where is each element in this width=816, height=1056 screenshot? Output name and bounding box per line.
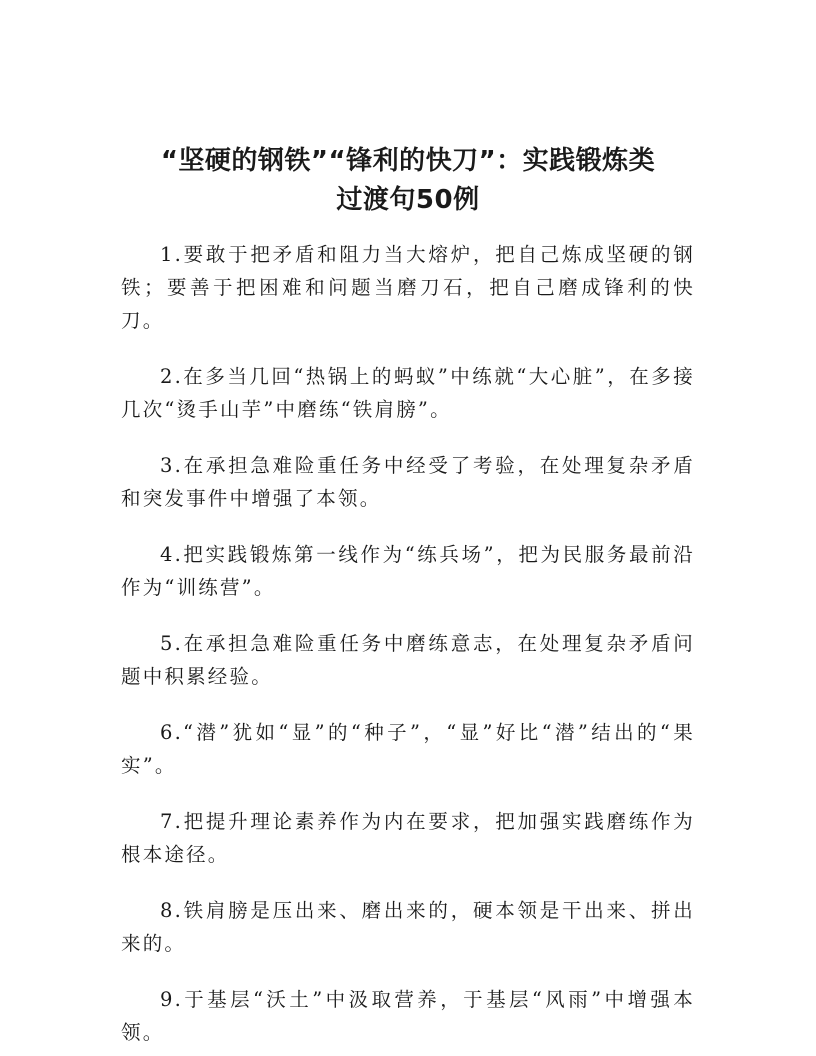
document-title [121, 142, 695, 220]
paragraph-3: 3.在承担急难险重任务中经受了考验，在处理复杂矛盾和突发事件中增强了本领。 [121, 454, 695, 510]
paragraph-7: 7.把提升理论素养作为内在要求，把加强实践磨练作为根本途径。 [121, 810, 695, 866]
paragraph-6: 6.“潜”犹如“显”的“种子”，“显”好比“潜”结出的“果实”。 [121, 721, 695, 777]
paragraph-4: 4.把实践锻炼第一线作为“练兵场”，把为民服务最前沿作为“训练营”。 [121, 543, 695, 599]
paragraph-list [121, 238, 695, 1049]
title-line-2: 过渡句50例 [336, 185, 480, 215]
paragraph-1: 1.要敢于把矛盾和阻力当大熔炉，把自己炼成坚硬的钢铁；要善于把困难和问题当磨刀石，把自己磨成锋利的快刀。 [121, 243, 695, 332]
paragraph-8: 8.铁肩膀是压出来、磨出来的，硬本领是干出来、拼出来的。 [121, 899, 695, 955]
paragraph-5: 5.在承担急难险重任务中磨练意志，在处理复杂矛盾问题中积累经验。 [121, 632, 695, 688]
title-line-1: “坚硬的钢铁”“锋利的快刀”：实践锻炼类 [160, 146, 656, 176]
paragraph-9: 9.于基层“沃土”中汲取营养，于基层“风雨”中增强本领。 [121, 988, 695, 1044]
paragraph-2: 2.在多当几回“热锅上的蚂蚁”中练就“大心脏”，在多接几次“烫手山芋”中磨练“铁肩膀”。 [121, 365, 695, 421]
